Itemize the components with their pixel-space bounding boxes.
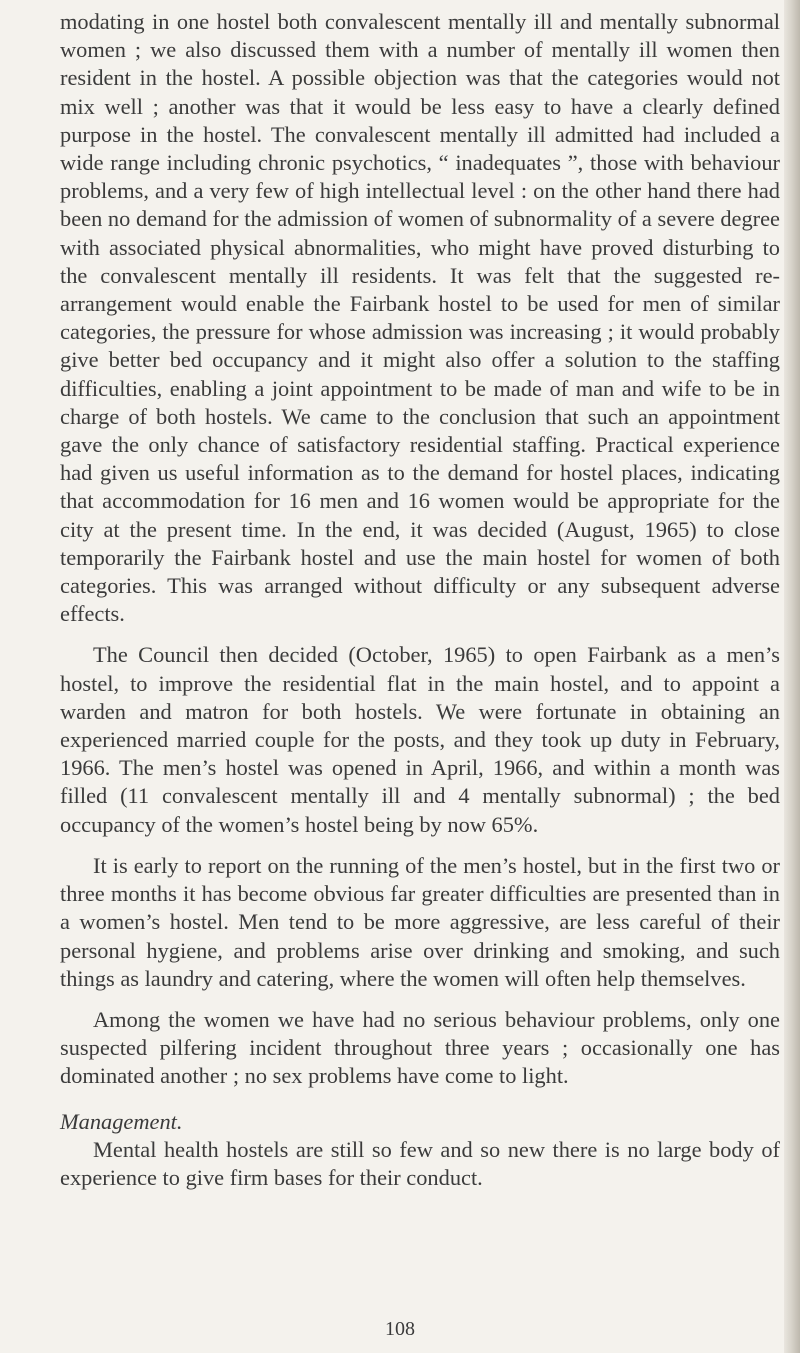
page-edge-shadow (784, 0, 800, 1353)
section-heading-management: Management. (60, 1108, 183, 1134)
paragraph-council-decision: The Council then decided (October, 1965) to open Fairbank as a men’s hostel, to improve the residential flat in the main hostel, and to appoint a warden and matron for both hostels. We were fortunate in obtaining an experienced married couple for the posts, and they took up duty in February, 1966. The men’s hostel was opened in April, 1966, and within a month was filled (11 convalescent mentally ill and 4 mentally subnormal) ; the bed occupancy of the women’s hostel being by now 65%. (60, 642, 780, 837)
body-text (60, 8, 780, 1192)
paragraph-continued: modating in one hostel both convalescent mentally ill and mentally subnormal women ; we also discussed them with a number of mentally ill women then resident in the hostel. A possible objection was that the categories would not mix well ; another was that it would be less easy to have a clearly defined purpose in the hostel. The convalescent mentally ill admitted had included a wide range including chronic psychotics, “ inadequates ”, those with behaviour problems, and a very few of high intellectual level : on the other hand there had been no demand for the admission of women of subnormality of a severe degree with associated physical abnormalities, who might have proved disturbing to the convalescent mentally ill residents. It was felt that the suggested re-arrangement would enable the Fairbank hostel to be used for men of similar categories, the pressure for whose admission was increasing ; it would probably give better bed occupancy and it might also offer a solution to the staffing difficulties, enabling a joint appointment to be made of man and wife to be in charge of both hostels. We came to the conclusion that such an appointment gave the only chance of satisfactory residential staffing. Practical experience had given us useful information as to the demand for hostel places, indicating that accommodation for 16 men and 16 women would be appropriate for the city at the present time. In the end, it was decided (August, 1965) to close temporarily the Fairbank hostel and use the main hostel for women of both categories. This was arranged without difficulty or any subsequent adverse effects. (60, 9, 780, 627)
paragraph-management: Mental health hostels are still so few and so new there is no large body of experience to give firm bases for their conduct. (60, 1136, 780, 1190)
page-number: 108 (385, 1318, 415, 1340)
paragraph-womens-behaviour: Among the women we have had no serious behaviour problems, only one suspected pilfering incident throughout three years ; occasionally one has dominated another ; no sex problems have come to light. (60, 1006, 780, 1089)
paragraph-mens-hostel: It is early to report on the running of the men’s hostel, but in the first two or three months it has become obvious far greater difficulties are presented than in a women’s hostel. Men tend to be more aggressive, are less careful of their personal hygiene, and problems arise over drinking and smoking, and such things as laundry and catering, where the women will often help themselves. (60, 852, 780, 991)
